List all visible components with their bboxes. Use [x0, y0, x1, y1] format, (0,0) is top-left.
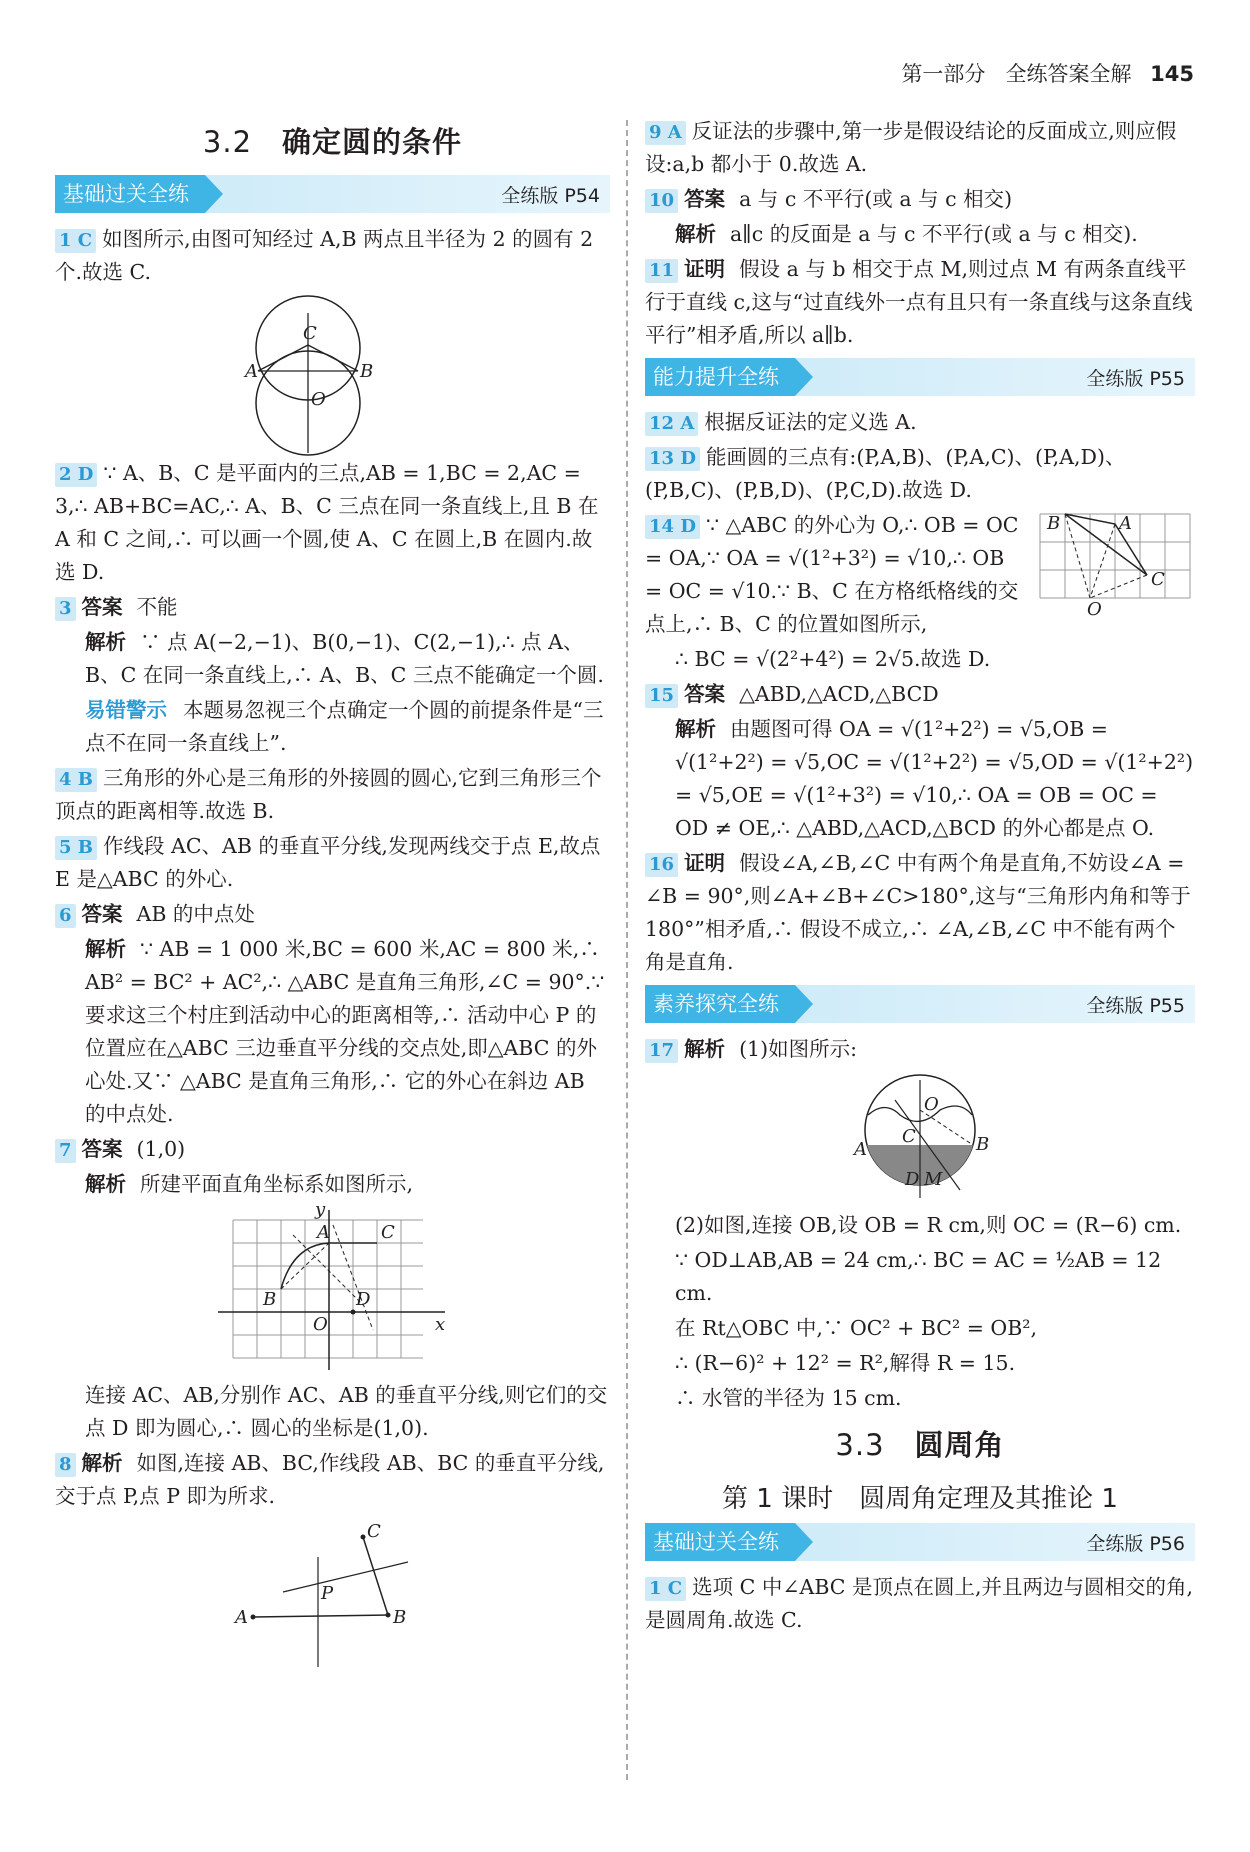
perpendicular-bisector-figure: [233, 1517, 433, 1667]
q14-block: [645, 509, 1195, 643]
grid-triangle-figure: [1035, 509, 1195, 619]
question-1: 1 C 如图所示,由图可知经过 A,B 两点且半径为 2 的圆有 2 个.故选 C.: [55, 227, 594, 284]
svg-text:O: O: [924, 1094, 939, 1115]
svg-text:B: B: [262, 1289, 276, 1310]
q17-p6: ∴ 水管的半径为 15 cm.: [675, 1386, 902, 1410]
q7-after: 连接 AC、AB,分别作 AC、AB 的垂直平分线,则它们的交点 D 即为圆心,∴ 圆心的坐标是(1,0).: [85, 1383, 608, 1440]
question-3: 3 答案 不能: [55, 591, 610, 624]
question-17: 17 解析 (1)如图所示:: [645, 1033, 1195, 1066]
q15-analysis: 解析 由题图可得 OA = √(1²+2²) = √5,OB = √(1²+2²) = √5,OC = √(1²+2²) = √5,OD = √(1²+2²) = √5,OE = √(1²+3²) = √10,∴ OA = OB = OC = OD ≠ OE,∴ △ABD,△ACD,△BCD 的外心都是点 O.: [675, 717, 1194, 840]
svg-text:B: B: [359, 361, 373, 382]
left-column: [55, 120, 610, 1671]
section-title-3-3: 3.3 圆周角: [835, 1428, 1005, 1462]
svg-text:C: C: [1151, 569, 1165, 590]
question-8: 8 解析 如图,连接 AB、BC,作线段 AB、BC 的垂直平分线,交于点 P,点 P 即为所求.: [55, 1451, 605, 1508]
banner-basic-2: 基础过关全练 全练版 P56: [645, 1523, 1195, 1561]
svg-text:x: x: [434, 1314, 445, 1335]
svg-text:A: A: [234, 1607, 248, 1628]
question-16: 16 证明 假设∠A,∠B,∠C 中有两个角是直角,不妨设∠A = ∠B = 90°,则∠A+∠B+∠C>180°,这与“三角形内角和等于 180°”相矛盾,∴ 假设不成立,∴ ∠A,∠B,∠C 中不能有两个角是直角.: [645, 851, 1191, 974]
question-12: 12 A 根据反证法的定义选 A.: [645, 406, 1195, 439]
q7-analysis: 解析 所建平面直角坐标系如图所示,: [85, 1172, 414, 1196]
svg-text:y: y: [314, 1199, 325, 1220]
pipe-cross-section-figure: [850, 1070, 990, 1205]
svg-text:A: A: [316, 1222, 330, 1243]
svg-text:C: C: [380, 1222, 395, 1243]
question-14: 14 D ∵ △ABC 的外心为 O,∴ OB = OC = OA,∵ OA = √(1²+3²) = √10,∴ OB = OC = √10.∵ B、C 在方格纸格线的交点上,∴ B、C 的位置如图所示,: [645, 513, 1019, 636]
page-header: [901, 58, 1194, 88]
section-title-3-2: 3.2 确定圆的条件: [202, 125, 463, 159]
question-13: 13 D 能画圆的三点有:(P,A,B)、(P,A,C)、(P,A,D)、(P,B,C)、(P,B,D)、(P,C,D).故选 D.: [645, 445, 1126, 502]
svg-text:B: B: [976, 1134, 990, 1155]
question-7: 7 答案 (1,0): [55, 1133, 610, 1166]
banner-inquiry: 素养探究全练 全练版 P55: [645, 985, 1195, 1023]
lesson-title: 第 1 课时 圆周角定理及其推论 1: [722, 1484, 1118, 1514]
question-1b: 1 C 选项 C 中∠ABC 是顶点在圆上,并且两边与圆相交的角,是圆周角.故选 C.: [645, 1575, 1194, 1632]
svg-text:C: C: [366, 1521, 381, 1542]
svg-text:O: O: [1087, 599, 1102, 620]
svg-text:B: B: [1047, 513, 1061, 534]
svg-text:P: P: [320, 1583, 333, 1604]
svg-text:O: O: [312, 1314, 328, 1335]
banner-basic: 基础过关全练 全练版 P54: [55, 175, 610, 213]
question-9: 9 A 反证法的步骤中,第一步是假设结论的反面成立,则应假设:a,b 都小于 0.故选 A.: [645, 119, 1177, 176]
svg-text:A: A: [1119, 513, 1132, 534]
column-divider: [626, 120, 628, 1780]
svg-text:B: B: [392, 1607, 406, 1628]
svg-text:A: A: [244, 361, 258, 382]
svg-text:O: O: [310, 389, 326, 410]
question-4: 4 B 三角形的外心是三角形的外接圆的圆心,它到三角形三个顶点的距离相等.故选 B.: [55, 766, 602, 823]
question-15: 15 答案 △ABD,△ACD,△BCD: [645, 678, 1195, 711]
q6-analysis: 解析 ∵ AB = 1 000 米,BC = 600 米,AC = 800 米,∴ AB² = BC² + AC²,∴ △ABC 是直角三角形,∠C = 90°.∵ 要求这三个村庄到活动中心的距离相等,∴ 活动中心 P 的位置应在△ABC 三边垂直平分线的交点处,即△ABC 的外心处.又∵ △ABC 是直角三角形,∴ 它的外心在斜边 AB 的中点处.: [85, 937, 605, 1126]
question-10: 10 答案 a 与 c 不平行(或 a 与 c 相交): [645, 183, 1195, 216]
banner-ability: 能力提升全练 全练版 P55: [645, 358, 1195, 396]
header-section: 全练答案全解: [1005, 62, 1132, 86]
svg-text:C: C: [902, 1126, 916, 1147]
svg-text:D: D: [355, 1289, 370, 1310]
q17-p5: ∴ (R−6)² + 12² = R²,解得 R = 15.: [675, 1351, 1016, 1375]
right-column: [645, 115, 1195, 1639]
question-11: 11 证明 假设 a 与 b 相交于点 M,则过点 M 有两条直线平行于直线 c,这与“过直线外一点有且只有一条直线与这条直线平行”相矛盾,所以 a∥b.: [645, 257, 1193, 347]
q10-analysis: 解析 a∥c 的反面是 a 与 c 不平行(或 a 与 c 相交).: [675, 222, 1138, 246]
q17-p4: 在 Rt△OBC 中,∵ OC² + BC² = OB²,: [675, 1316, 1038, 1340]
two-circles-figure: [244, 293, 413, 453]
q3-analysis: 解析 ∵ 点 A(−2,−1)、B(0,−1)、C(2,−1),∴ 点 A、B、C 在同一条直线上,∴ A、B、C 三点不能确定一个圆.: [85, 630, 604, 687]
header-part: 第一部分: [901, 62, 986, 86]
q3-warning: 易错警示 本题易忽视三个点确定一个圆的前提条件是“三点不在同一条直线上”.: [85, 698, 604, 755]
q14-end: ∴ BC = √(2²+4²) = 2√5.故选 D.: [675, 647, 991, 671]
svg-text:C: C: [302, 323, 317, 344]
question-6: 6 答案 AB 的中点处: [55, 898, 610, 931]
svg-text:D: D: [905, 1169, 920, 1190]
svg-text:A: A: [854, 1139, 867, 1160]
svg-text:M: M: [924, 1169, 943, 1190]
page-number: 145: [1150, 62, 1194, 86]
q17-p2: (2)如图,连接 OB,设 OB = R cm,则 OC = (R−6) cm.: [675, 1213, 1182, 1237]
question-5: 5 B 作线段 AC、AB 的垂直平分线,发现两线交于点 E,故点 E 是△ABC 的外心.: [55, 834, 601, 891]
question-2: 2 D ∵ A、B、C 是平面内的三点,AB = 1,BC = 2,AC = 3,∴ AB+BC=AC,∴ A、B、C 三点在同一条直线上,且 B 在 A 和 C 之间,∴ 可以画一个圆,使 A、C 在圆上,B 在圆内.故选 D.: [55, 461, 599, 584]
q17-p3: ∵ OD⊥AB,AB = 24 cm,∴ BC = AC = ½AB = 12 cm.: [675, 1248, 1162, 1305]
coordinate-grid-figure: [213, 1199, 453, 1375]
